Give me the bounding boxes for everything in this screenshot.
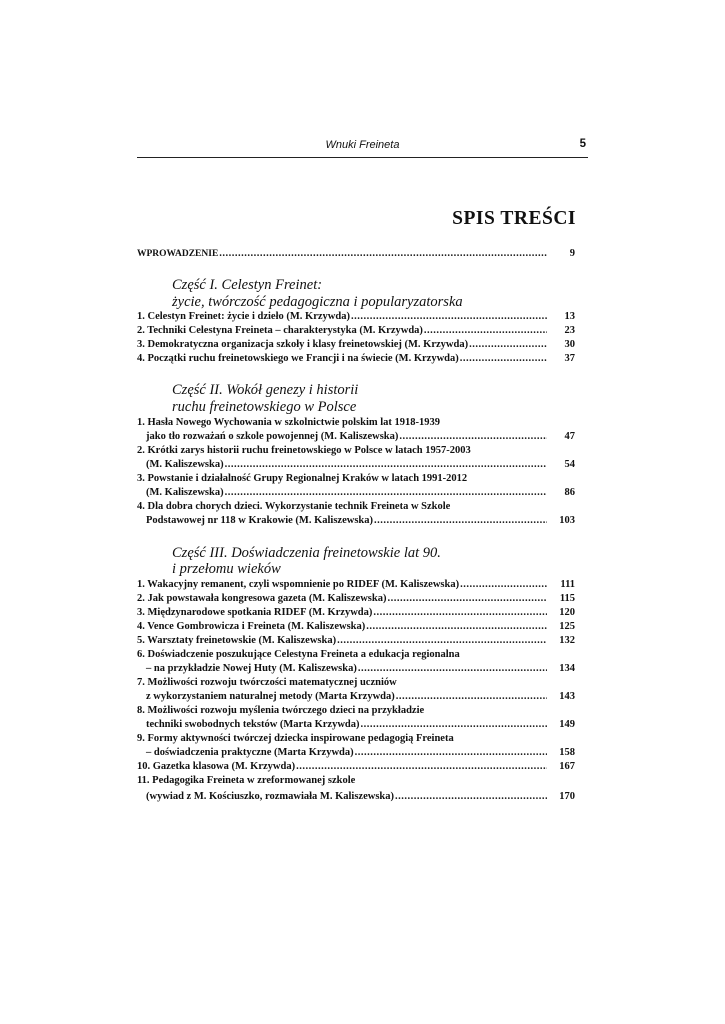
toc-entry-page: 103: [559, 515, 575, 526]
toc-entry-label: (M. Kaliszewska): [146, 459, 224, 470]
dot-leader: [296, 760, 547, 773]
toc-entry[interactable]: [137, 620, 575, 633]
toc-entry-label: 3. Międzynarodowe spotkania RIDEF (M. Krzywda): [137, 607, 373, 618]
dot-leader: [399, 430, 547, 443]
toc-entry-line[interactable]: 3. Powstanie i działalność Grupy Regionalnej Kraków w latach 1991-2012: [137, 473, 468, 484]
dot-leader: [361, 718, 548, 731]
toc-entry-label: – na przykładzie Nowej Huty (M. Kaliszewska): [146, 663, 357, 674]
toc-entry-page: 47: [564, 431, 575, 442]
toc-entry[interactable]: [146, 458, 575, 471]
toc-entry[interactable]: [146, 790, 575, 803]
toc-entry[interactable]: [146, 746, 575, 759]
toc-entry-line[interactable]: 6. Doświadczenie poszukujące Celestyna Freineta a edukacja regionalna: [137, 649, 460, 660]
dot-leader: [460, 578, 547, 591]
toc-entry-page: 143: [559, 691, 575, 702]
toc-entry[interactable]: [137, 352, 575, 365]
running-header-title: Wnuki Freineta: [325, 139, 400, 151]
toc-entry-page: 37: [564, 353, 575, 364]
toc-entry-label: 2. Techniki Celestyna Freineta – charakterystyka (M. Krzywda): [137, 325, 423, 336]
toc-entry-label: (wywiad z M. Kościuszko, rozmawiała M. Kaliszewska): [146, 791, 394, 802]
toc-entry-page: 86: [564, 487, 575, 498]
dot-leader: [395, 790, 547, 803]
dot-leader: [366, 620, 547, 633]
toc-entry[interactable]: [137, 606, 575, 619]
dot-leader: [424, 324, 547, 337]
toc-heading: SPIS TREŚCI: [452, 208, 576, 229]
toc-entry-label: 4. Początki ruchu freinetowskiego we Francji i na świecie (M. Krzywda): [137, 353, 459, 364]
toc-entry-label: jako tło rozważań o szkole powojennej (M. Kaliszewska): [146, 431, 399, 442]
toc-entry[interactable]: [137, 634, 575, 647]
part-2-title: Część II. Wokół genezy i historii: [172, 382, 359, 398]
toc-entry-label: 3. Demokratyczna organizacja szkoły i klasy freinetowskiej (M. Krzywda): [137, 339, 469, 350]
toc-entry-label: – doświadczenia praktyczne (Marta Krzywda): [146, 747, 354, 758]
toc-entry-page: 134: [559, 663, 575, 674]
dot-leader: [358, 662, 547, 675]
page-number: 5: [579, 138, 586, 150]
part-3-title: Część III. Doświadczenia freinetowskie lat 90.: [172, 545, 441, 561]
toc-entry-page: 167: [559, 761, 575, 772]
toc-entry-page: 149: [559, 719, 575, 730]
toc-entry[interactable]: [137, 324, 575, 337]
toc-entry[interactable]: [137, 310, 575, 323]
toc-entry-label: Podstawowej nr 118 w Krakowie (M. Kaliszewska): [146, 515, 373, 526]
dot-leader: [219, 247, 547, 260]
toc-entry[interactable]: [137, 578, 575, 591]
toc-entry-label: techniki swobodnych tekstów (Marta Krzywda): [146, 719, 360, 730]
toc-entry[interactable]: [137, 760, 575, 773]
toc-entry-label: 4. Vence Gombrowicza i Freineta (M. Kaliszewska): [137, 621, 366, 632]
toc-entry-page: 13: [564, 311, 575, 322]
dot-leader: [396, 690, 547, 703]
dot-leader: [337, 634, 547, 647]
dot-leader: [225, 458, 547, 471]
toc-entry[interactable]: [137, 592, 575, 605]
toc-entry-label: 5. Warsztaty freinetowskie (M. Kaliszewska): [137, 635, 337, 646]
toc-entry-line[interactable]: 11. Pedagogika Freineta w zreformowanej szkole: [137, 775, 356, 786]
toc-entry-page: 132: [559, 635, 575, 646]
toc-entry[interactable]: [146, 690, 575, 703]
part-3-subtitle: i przełomu wieków: [172, 561, 281, 577]
toc-entry-page: 125: [559, 621, 575, 632]
toc-entry-page: 158: [559, 747, 575, 758]
toc-entry-label: 1. Celestyn Freinet: życie i dzieło (M. Krzywda): [137, 311, 350, 322]
toc-entry[interactable]: [146, 662, 575, 675]
dot-leader: [355, 746, 547, 759]
toc-entry-page: 120: [559, 607, 575, 618]
toc-entry-label: WPROWADZENIE: [137, 249, 219, 259]
toc-entry-line[interactable]: 9. Formy aktywności twórczej dziecka inspirowane pedagogią Freineta: [137, 733, 454, 744]
running-header: [137, 133, 588, 158]
dot-leader: [387, 592, 547, 605]
part-2-subtitle: ruchu freinetowskiego w Polsce: [172, 399, 357, 415]
toc-entry[interactable]: [146, 486, 575, 499]
toc-entry-line[interactable]: 2. Krótki zarys historii ruchu freinetowskiego w Polsce w latach 1957-2003: [137, 445, 471, 456]
toc-entry[interactable]: [137, 338, 575, 351]
part-1-title: Część I. Celestyn Freinet:: [172, 277, 323, 293]
toc-entry[interactable]: [146, 514, 575, 527]
toc-entry-label: 2. Jak powstawała kongresowa gazeta (M. Kaliszewska): [137, 593, 387, 604]
toc-entry-label: 10. Gazetka klasowa (M. Krzywda): [137, 761, 296, 772]
toc-entry-page: 115: [559, 593, 575, 604]
toc-entry[interactable]: [146, 430, 575, 443]
toc-entry-label: 1. Wakacyjny remanent, czyli wspomnienie po RIDEF (M. Kaliszewska): [137, 579, 460, 590]
toc-entry-page: 170: [559, 791, 575, 802]
dot-leader: [374, 514, 547, 527]
toc-entry[interactable]: [146, 718, 575, 731]
toc-entry-page: 23: [564, 325, 575, 336]
toc-entry-page: 111: [560, 579, 575, 590]
toc-entry-line[interactable]: 1. Hasła Nowego Wychowania w szkolnictwie polskim lat 1918-1939: [137, 417, 441, 428]
dot-leader: [373, 606, 547, 619]
toc-entry-intro[interactable]: [137, 247, 575, 261]
dot-leader: [351, 310, 547, 323]
part-1-subtitle: życie, twórczość pedagogiczna i popularyzatorska: [172, 294, 463, 310]
dot-leader: [225, 486, 547, 499]
toc-entry-line[interactable]: 7. Możliwości rozwoju twórczości matematycznej uczniów: [137, 677, 397, 688]
dot-leader: [460, 352, 547, 365]
toc-entry-line[interactable]: 8. Możliwości rozwoju myślenia twórczego dzieci na przykładzie: [137, 705, 425, 716]
toc-entry-label: z wykorzystaniem naturalnej metody (Marta Krzywda): [146, 691, 395, 702]
toc-entry-page: 30: [564, 339, 575, 350]
toc-entry-page: 9: [569, 248, 575, 259]
dot-leader: [469, 338, 547, 351]
toc-entry-page: 54: [564, 459, 575, 470]
toc-entry-label: (M. Kaliszewska): [146, 487, 224, 498]
toc-entry-line[interactable]: 4. Dla dobra chorych dzieci. Wykorzystanie technik Freineta w Szkole: [137, 501, 451, 512]
